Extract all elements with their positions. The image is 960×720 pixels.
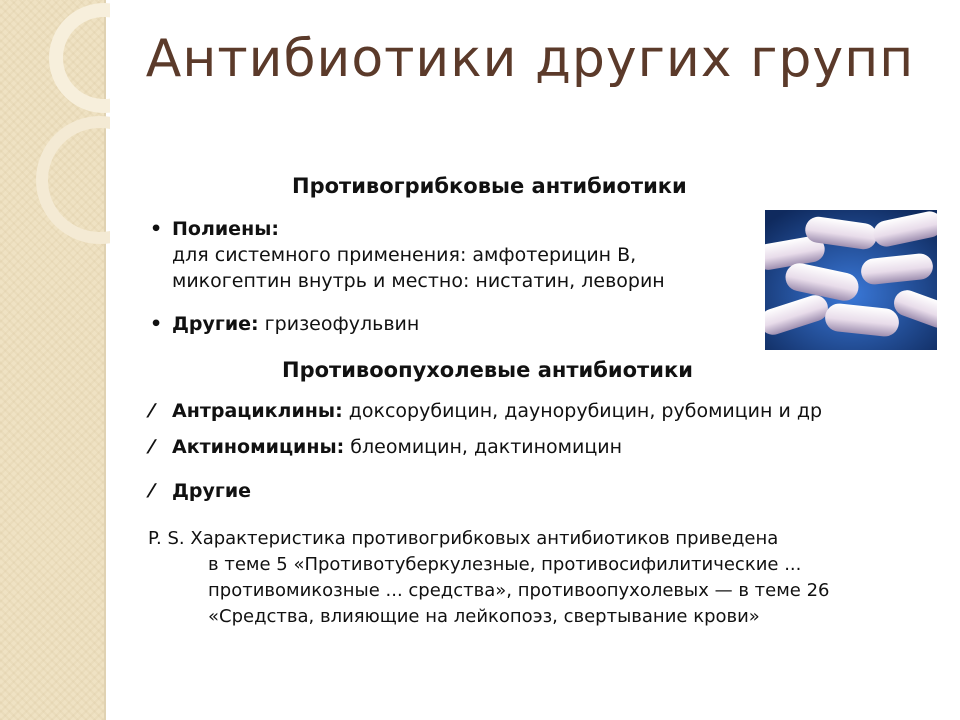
capsules-photo (765, 210, 937, 350)
antifungal-heading: Противогрибковые антибиотики (292, 174, 687, 198)
capsules-illustration (765, 210, 937, 350)
decorative-rings (0, 0, 110, 260)
antitumor-other-label: Другие (172, 480, 252, 502)
polyenes-systemic-text: для системного применения: амфотерицин В, (172, 244, 637, 266)
antitumor-heading: Противоопухолевые антибиотики (282, 358, 693, 382)
polyenes-local-text: микогептин внутрь и местно: нистатин, леворин (172, 270, 665, 292)
decorative-ring-bottom (42, 122, 110, 238)
note-line-4: «Средства, влияющие на лейкопоэз, свертывание крови» (208, 606, 760, 627)
bullet-check-icon: ⁄ (150, 436, 154, 458)
bullet-antifungal-other (150, 313, 419, 335)
bullet-check-icon: ⁄ (150, 480, 154, 502)
note-line-2: в теме 5 «Противотуберкулезные, противосифилитические ... (208, 554, 802, 575)
actinomycins-label: Актиномицины: (172, 436, 345, 458)
bullet-round-icon: • (150, 218, 163, 240)
bullet-round-icon: • (150, 313, 163, 335)
bullet-antitumor-other (150, 480, 251, 502)
decorative-ring-top (56, 10, 110, 106)
slide-title: Антибиотики других групп (145, 29, 915, 89)
bullet-check-icon: ⁄ (150, 400, 154, 422)
actinomycins-text: блеомицин, дактиномицин (344, 436, 623, 458)
antifungal-other-text: гризеофульвин (258, 313, 420, 335)
note-line-3: противомикозные ... средства», противоопухолевых — в теме 26 (208, 580, 830, 601)
anthracyclines-label: Антрациклины: (172, 400, 343, 422)
anthracyclines-text: доксорубицин, даунорубицин, рубомицин и др (342, 400, 823, 422)
note-line-1: P. S. Характеристика противогрибковых антибиотиков приведена (148, 528, 779, 549)
bullet-actinomycins (150, 436, 622, 458)
bullet-polyenes (150, 218, 279, 240)
polyenes-label: Полиены: (172, 218, 279, 240)
antifungal-other-label: Другие: (172, 313, 259, 335)
bullet-anthracyclines (150, 400, 822, 422)
